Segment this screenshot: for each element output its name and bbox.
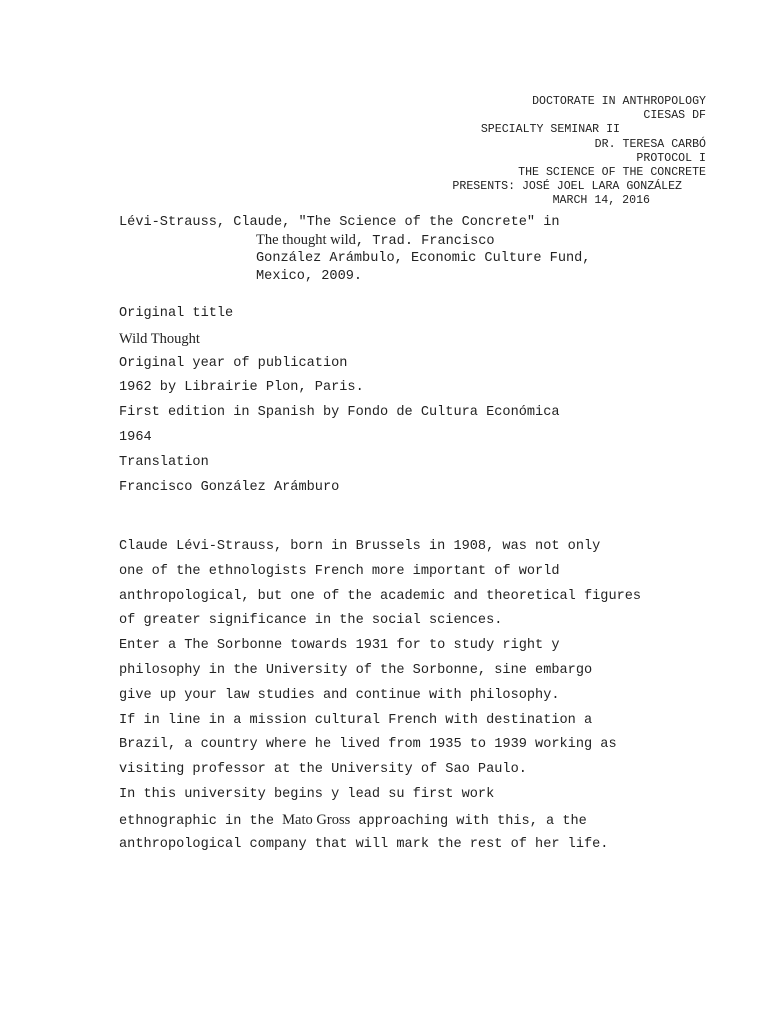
body-line: of greater significance in the social sciences. xyxy=(119,613,503,629)
citation-line-2 xyxy=(119,232,739,251)
first-edition-year: 1964 xyxy=(119,429,152,445)
bibliographic-citation xyxy=(119,214,739,285)
body-line-12-start: ethnographic in the xyxy=(119,813,283,829)
original-year-value: 1962 by Librairie Plon, Paris. xyxy=(119,380,364,396)
body-line: If in line in a mission cultural French with destination a xyxy=(119,712,593,728)
header-line-program: DOCTORATE IN ANTHROPOLOGY xyxy=(532,95,706,108)
translation-label: Translation xyxy=(119,454,209,470)
original-year-label: Original year of publication xyxy=(119,355,348,371)
citation-translator: , Trad. Francisco xyxy=(355,233,495,249)
original-title-label: Original title xyxy=(119,306,234,321)
body-line-12-end: approaching with this, a the xyxy=(350,813,587,829)
body-line: one of the ethnologists French more important of world xyxy=(119,563,560,579)
body-line: philosophy in the University of the Sorbonne, sine embargo xyxy=(119,662,593,678)
header-line-institution: CIESAS DF xyxy=(643,109,706,123)
header-line-seminar: SPECIALTY SEMINAR II xyxy=(480,123,620,137)
body-line xyxy=(119,810,759,835)
document-header xyxy=(0,95,706,209)
header-line-presenter: PRESENTS: JOSÉ JOEL LARA GONZÁLEZ xyxy=(452,180,682,194)
header-line-professor: DR. TERESA CARBÓ xyxy=(594,137,706,151)
body-paragraph xyxy=(119,537,759,859)
body-line: Brazil, a country where he lived from 1935 to 1939 working as xyxy=(119,737,617,753)
header-line-date: MARCH 14, 2016 xyxy=(552,194,650,208)
body-line: anthropological, but one of the academic and theoretical figures xyxy=(119,588,642,604)
original-title-value: Wild Thought xyxy=(119,330,200,347)
body-line: Enter a The Sorbonne towards 1931 for to study right y xyxy=(119,638,560,654)
citation-line-4: Mexico, 2009. xyxy=(256,268,363,284)
place-name-mato-gross: Mato Gross xyxy=(282,811,351,828)
body-line: visiting professor at the University of Sao Paulo. xyxy=(119,762,527,778)
body-line: Claude Lévi-Strauss, born in Brussels in 1908, was not only xyxy=(119,539,601,554)
header-line-protocol: PROTOCOL I xyxy=(636,151,706,165)
first-edition-label: First edition in Spanish by Fondo de Cultura Económica xyxy=(119,405,560,421)
translation-value: Francisco González Arámburo xyxy=(119,479,340,495)
body-line: In this university begins y lead su first work xyxy=(119,786,495,802)
citation-book-title: The thought wild xyxy=(256,231,356,248)
citation-line-3: González Arámbulo, Economic Culture Fund, xyxy=(256,251,591,266)
body-line: give up your law studies and continue with philosophy. xyxy=(119,687,560,703)
header-line-topic: THE SCIENCE OF THE CONCRETE xyxy=(518,166,706,180)
body-line: anthropological company that will mark the rest of her life. xyxy=(119,836,609,852)
publication-details xyxy=(119,304,759,502)
citation-line-1: Lévi-Strauss, Claude, "The Science of the Concrete" in xyxy=(119,215,560,230)
